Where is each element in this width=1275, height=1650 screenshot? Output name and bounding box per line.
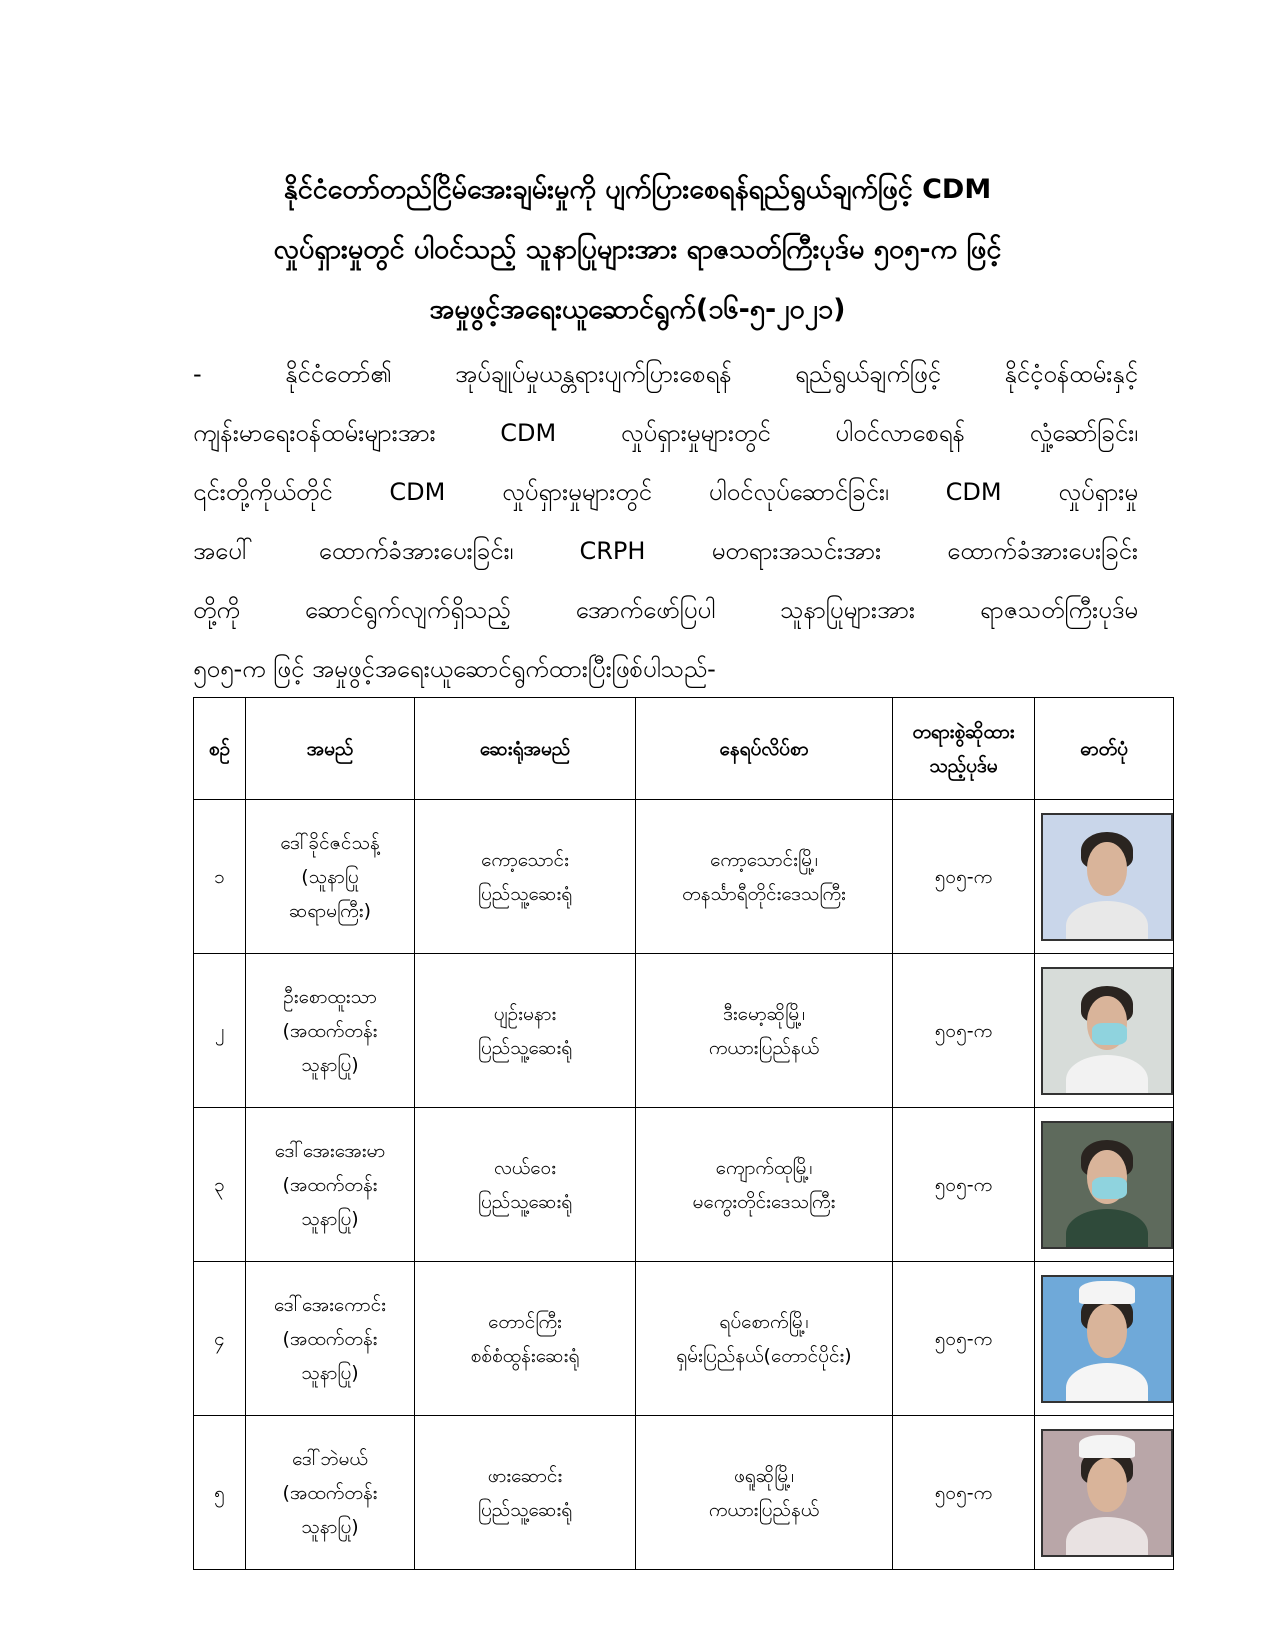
address-line: မကွေးတိုင်းဒေသကြီး — [692, 1190, 836, 1213]
photo-uniform — [1066, 1209, 1148, 1248]
photo-uniform — [1066, 901, 1148, 940]
name-line: (အထက်တန်း — [282, 1481, 378, 1504]
row-name — [246, 1108, 415, 1262]
table-row — [194, 800, 1174, 954]
header-hospital: ဆေးရုံအမည် — [415, 698, 636, 800]
person-photo — [1041, 1121, 1173, 1249]
photo-face — [1087, 1458, 1128, 1513]
photo-face-mask — [1092, 1023, 1128, 1045]
hospital-line: လယ်ဝေး — [493, 1156, 557, 1179]
hospital-line: စစ်စံထွန်းဆေးရုံ — [470, 1344, 580, 1367]
paragraph-line-1 — [193, 345, 1138, 404]
address-line: တနင်္သာရီတိုင်းဒေသကြီး — [682, 882, 846, 905]
title-line-2: လှုပ်ရှားမှုတွင် ပါဝင်သည့် သူနာပြုများအား ရာဇသတ်ကြီးပုဒ်မ ၅၀၅-က ဖြင့် — [273, 234, 1002, 265]
paragraph-line-6: ၅၀၅-က ဖြင့် အမှုဖွင့်အရေးယူဆောင်ရွက်ထားပြီးဖြစ်ပါသည်- — [193, 655, 716, 683]
row-name — [246, 1416, 415, 1570]
row-section: ၅၀၅-က — [893, 1108, 1035, 1262]
person-photo — [1041, 967, 1173, 1095]
name-line: ဦးစောထူးသာ — [283, 985, 377, 1008]
row-address — [636, 1416, 893, 1570]
row-no: ၂ — [194, 954, 246, 1108]
row-photo-cell — [1035, 1108, 1174, 1262]
row-no: ၁ — [194, 800, 246, 954]
photo-nurse-cap — [1079, 1435, 1135, 1457]
name-line: သူနာပြု) — [301, 1515, 359, 1538]
row-section: ၅၀၅-က — [893, 800, 1035, 954]
row-section: ၅၀၅-က — [893, 1416, 1035, 1570]
person-photo — [1041, 813, 1173, 941]
photo-face — [1087, 1304, 1128, 1359]
row-name — [246, 800, 415, 954]
hospital-line: ပြည်သူ့ဆေးရုံ — [477, 882, 573, 905]
row-hospital — [415, 800, 636, 954]
header-name: အမည် — [246, 698, 415, 800]
paragraph-line-1-text: နိုင်ငံတော်၏ အုပ်ချုပ်မှုယန္တရားပျက်ပြားစေရန် ရည်ရွယ်ချက်ဖြင့် နိုင်ငံ့ဝန်ထမ်းနှင့် — [285, 360, 1138, 388]
table-header-row — [194, 698, 1174, 800]
row-photo-cell — [1035, 1416, 1174, 1570]
address-line: ရှမ်းပြည်နယ်(တောင်ပိုင်း) — [676, 1344, 852, 1367]
photo-uniform — [1066, 1363, 1148, 1402]
header-no: စဉ် — [194, 698, 246, 800]
address-line: ကျောက်ထုမြို့၊ — [715, 1156, 813, 1179]
paragraph-line-2: ကျန်းမာရေးဝန်ထမ်းများအား CDM လှုပ်ရှားမှုများတွင် ပါဝင်လာစေရန် လှုံ့ဆော်ခြင်း၊ — [193, 419, 1138, 447]
name-line: (အထက်တန်း — [282, 1327, 378, 1350]
name-line: သူနာပြု) — [301, 1361, 359, 1384]
row-hospital — [415, 1262, 636, 1416]
name-line: သူနာပြု) — [301, 1053, 359, 1076]
name-line: သူနာပြု) — [301, 1207, 359, 1230]
name-line: (သူနာပြု — [301, 865, 359, 888]
row-section: ၅၀၅-က — [893, 954, 1035, 1108]
row-address — [636, 800, 893, 954]
row-no: ၃ — [194, 1108, 246, 1262]
address-line: ကယားပြည်နယ် — [708, 1036, 820, 1059]
photo-uniform — [1066, 1517, 1148, 1556]
hospital-line: ပြည်သူ့ဆေးရုံ — [477, 1036, 573, 1059]
document-title — [150, 160, 1125, 340]
paragraph-line-3: ၎င်းတို့ကိုယ်တိုင် CDM လှုပ်ရှားမှုများတွင် ပါဝင်လုပ်ဆောင်ခြင်း၊ CDM လှုပ်ရှားမှု — [193, 478, 1138, 506]
table-row — [194, 954, 1174, 1108]
person-photo — [1041, 1275, 1173, 1403]
name-line: (အထက်တန်း — [282, 1173, 378, 1196]
photo-face — [1087, 842, 1128, 897]
hospital-line: တောင်ကြီး — [488, 1310, 562, 1333]
title-line-3: အမှုဖွင့်အရေးယူဆောင်ရွက်(၁၆-၅-၂၀၂၁) — [429, 294, 846, 325]
address-line: ကော့သောင်းမြို့၊ — [710, 848, 818, 871]
header-address: နေရပ်လိပ်စာ — [636, 698, 893, 800]
row-address — [636, 954, 893, 1108]
header-section-line-2: သည့်ပုဒ်မ — [929, 754, 998, 777]
row-no: ၅ — [194, 1416, 246, 1570]
row-photo-cell — [1035, 800, 1174, 954]
hospital-line: ဖားဆောင်း — [487, 1464, 563, 1487]
header-section-line-1: တရားစွဲဆိုထား — [912, 720, 1015, 743]
intro-paragraph — [193, 345, 1138, 699]
address-line: ဖရူဆိုမြို့၊ — [733, 1464, 795, 1487]
paragraph-line-4: အပေါ် ထောက်ခံအားပေးခြင်း၊ CRPH မတရားအသင်းအား ထောက်ခံအားပေးခြင်း — [193, 537, 1138, 565]
row-name — [246, 1262, 415, 1416]
hospital-line: ပြည်သူ့ဆေးရုံ — [477, 1498, 573, 1521]
hospital-line: ပျဉ်းမနား — [493, 1002, 557, 1025]
table-row — [194, 1108, 1174, 1262]
photo-face-mask — [1092, 1177, 1128, 1199]
name-line: (အထက်တန်း — [282, 1019, 378, 1042]
row-address — [636, 1262, 893, 1416]
header-section — [893, 698, 1035, 800]
name-line: ဒေါ်အေးအေးမာ — [274, 1139, 386, 1162]
row-address — [636, 1108, 893, 1262]
row-hospital — [415, 1108, 636, 1262]
address-line: ဒီးမော့ဆိုမြို့၊ — [722, 1002, 806, 1025]
hospital-line: ပြည်သူ့ဆေးရုံ — [477, 1190, 573, 1213]
person-photo — [1041, 1429, 1173, 1557]
address-line: ရပ်စောက်မြို့၊ — [719, 1310, 809, 1333]
name-line: ဒေါ်ခိုင်ဇင်သန့် — [280, 831, 380, 854]
row-photo-cell — [1035, 954, 1174, 1108]
row-name — [246, 954, 415, 1108]
name-line: ဒေါ်ဘဲမယ် — [292, 1447, 368, 1470]
table-row — [194, 1416, 1174, 1570]
row-hospital — [415, 1416, 636, 1570]
paragraph-dash: - — [193, 360, 202, 388]
header-photo: ဓာတ်ပုံ — [1035, 698, 1174, 800]
photo-nurse-cap — [1079, 1281, 1135, 1303]
row-no: ၄ — [194, 1262, 246, 1416]
photo-uniform — [1066, 1055, 1148, 1094]
title-line-1: နိုင်ငံတော်တည်ငြိမ်အေးချမ်းမှုကို ပျက်ပြားစေရန်ရည်ရွယ်ချက်ဖြင့် CDM — [283, 174, 992, 205]
row-photo-cell — [1035, 1262, 1174, 1416]
address-line: ကယားပြည်နယ် — [708, 1498, 820, 1521]
row-hospital — [415, 954, 636, 1108]
hospital-line: ကော့သောင်း — [481, 848, 569, 871]
paragraph-line-5: တို့ကို ဆောင်ရွက်လျက်ရှိသည့် အောက်ဖော်ပြပါ သူနာပြုများအား ရာဇသတ်ကြီးပုဒ်မ — [193, 596, 1138, 624]
row-section: ၅၀၅-က — [893, 1262, 1035, 1416]
name-line: ဆရာမကြီး) — [289, 899, 371, 922]
table-row — [194, 1262, 1174, 1416]
name-line: ဒေါ်အေးကောင်း — [274, 1293, 386, 1316]
nurses-table — [193, 697, 1174, 1570]
